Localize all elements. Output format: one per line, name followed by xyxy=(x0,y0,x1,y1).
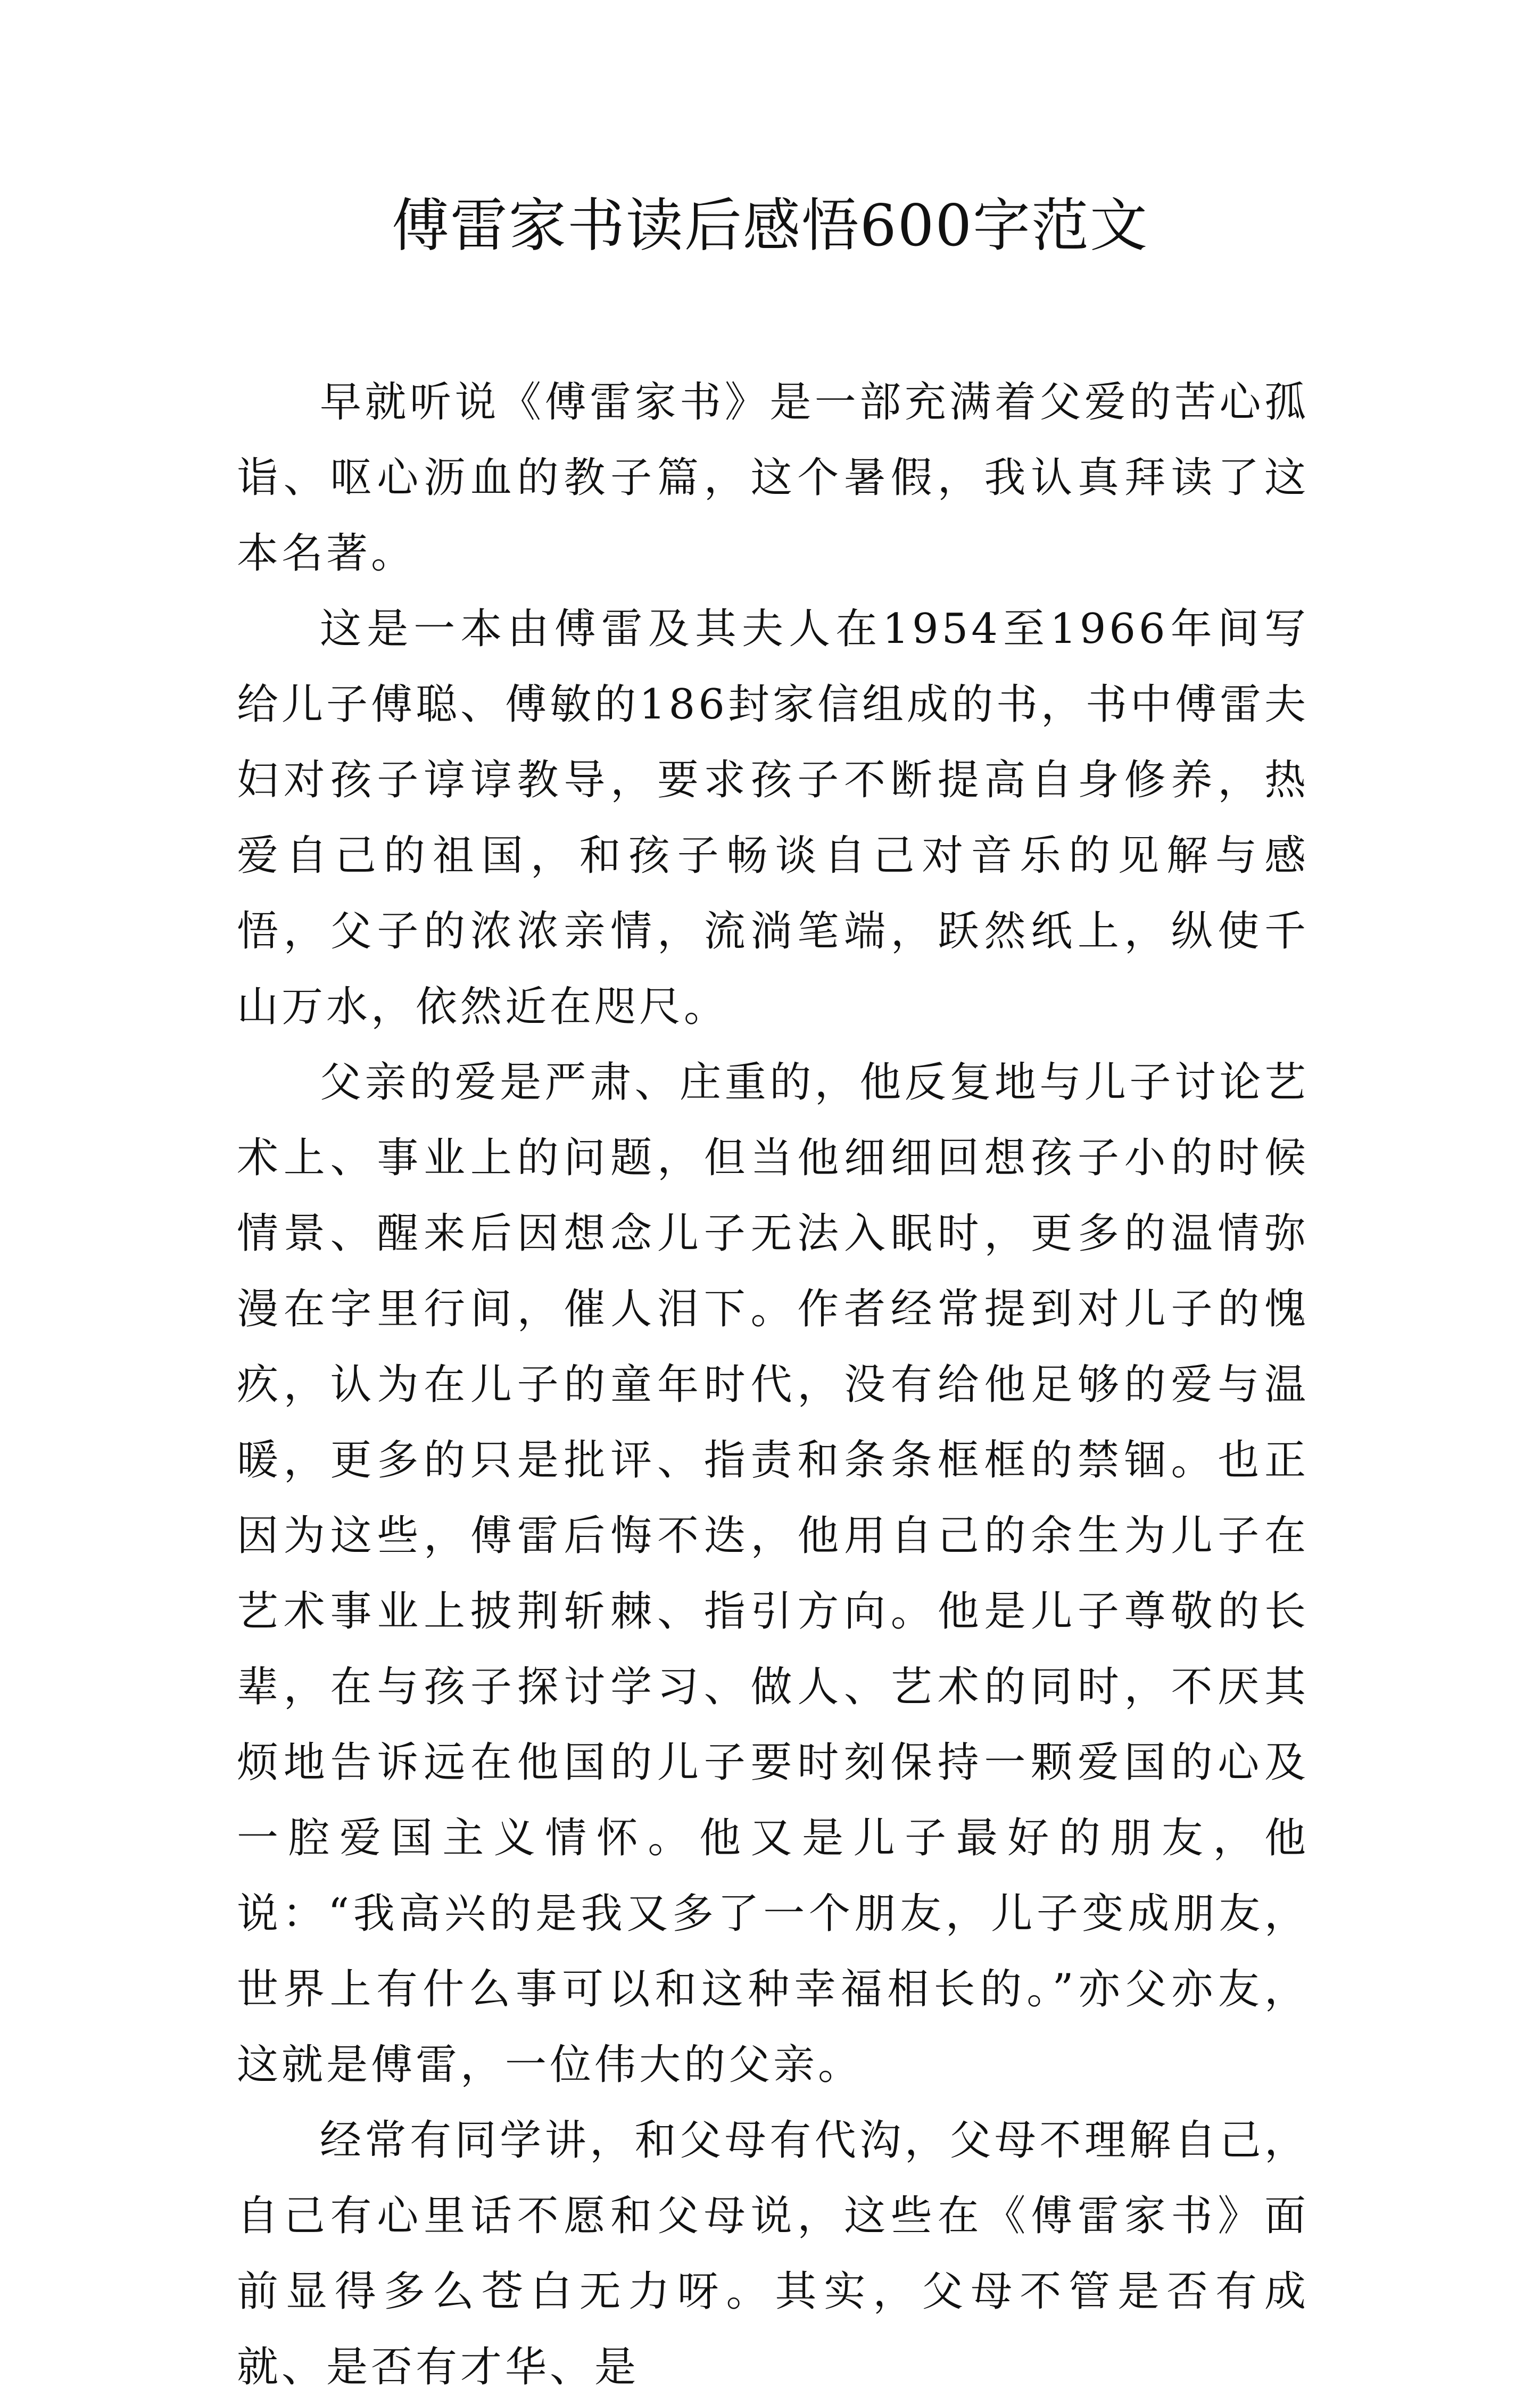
paragraph-generation-gap: 经常有同学讲，和父母有代沟，父母不理解自己，自己有心里话不愿和父母说，这些在《傅雷家书》面前显得多么苍白无力呀。其实，父母不管是否有成就、是否有才华、是 xyxy=(237,2117,1309,2391)
paragraph-fathers-love: 父亲的爱是严肃、庄重的，他反复地与儿子讨论艺术上、事业上的问题，但当他细细回想孩子小的时候情景、醒来后因想念儿子无法入眠时，更多的温情弥漫在字里行间，催人泪下。作者经常提到对儿子的愧疚，认为在儿子的童年时代，没有给他足够的爱与温暖，更多的只是批评、指责和条条框框的禁锢。也正因为这些，傅雷后悔不迭，他用自己的余生为儿子在艺术事业上披荆斩棘、指引方向。他是儿子尊敬的长辈，在与孩子探讨学习、做人、艺术的同时，不厌其烦地告诉远在他国的儿子要时刻保持一颗爱国的心及一腔爱国主义情怀。他又是儿子最好的朋友，他说：“我高兴的是我又多了一个朋友，儿子变成朋友，世界上有什么事可以和这种幸福相长的。”亦父亦友，这就是傅雷，一位伟大的父亲。 xyxy=(237,1059,1309,2089)
document-body xyxy=(237,365,1309,2405)
paragraph-intro: 早就听说《傅雷家书》是一部充满着父爱的苦心孤诣、呕心沥血的教子篇，这个暑假，我认真拜读了这本名著。 xyxy=(237,378,1309,577)
paragraph-book-description: 这是一本由傅雷及其夫人在1954至1966年间写给儿子傅聪、傅敏的186封家信组成的书，书中傅雷夫妇对孩子谆谆教导，要求孩子不断提高自身修养，热爱自己的祖国，和孩子畅谈自己对音乐的见解与感悟，父子的浓浓亲情，流淌笔端，跃然纸上，纵使千山万水，依然近在咫尺。 xyxy=(237,605,1309,1031)
document-title: 傅雷家书读后感悟600字范文 xyxy=(391,193,1149,259)
